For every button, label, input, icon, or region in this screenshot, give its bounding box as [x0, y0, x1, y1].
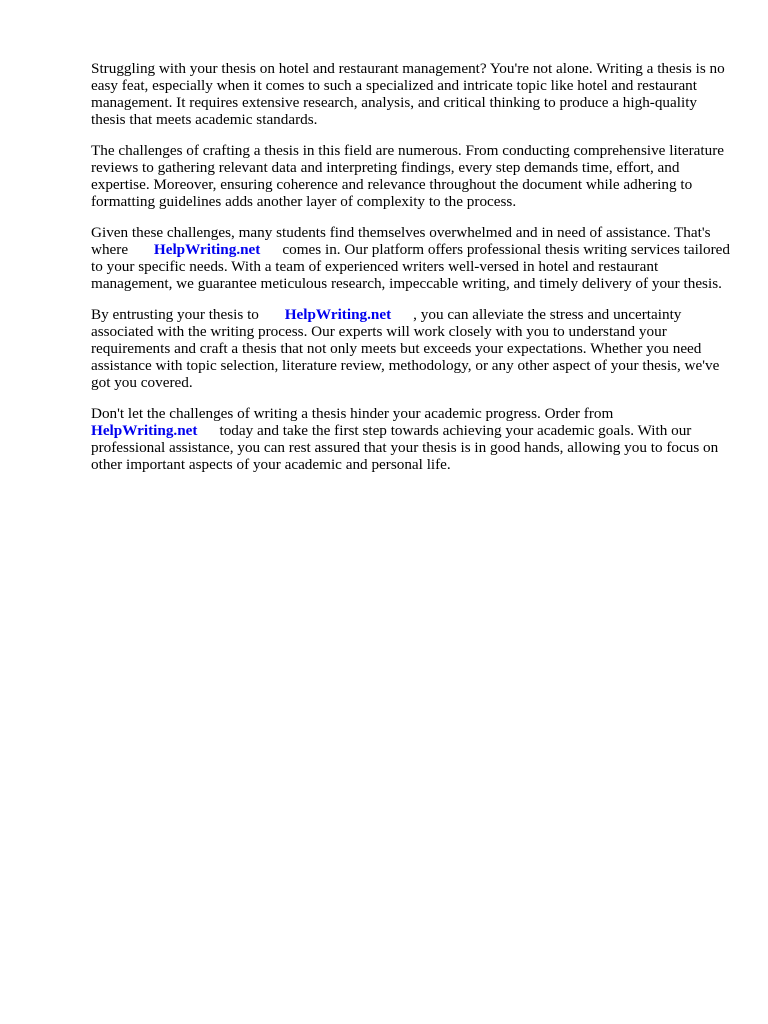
document-body	[91, 60, 731, 487]
paragraph-text: Don't let the challenges of writing a thesis hinder your academic progress. Order from	[91, 405, 614, 422]
paragraph-text: comes in. Our platform offers professional thesis writing services tailored to your specific needs. With a team of experienced writers well-versed in hotel and restaurant management, we guarantee meticulous research, impeccable writing, and timely delivery of your thesis.	[91, 241, 731, 292]
paragraph-intro: Struggling with your thesis on hotel and restaurant management? You're not alone. Writing a thesis is no easy feat, especially when it comes to such a specialized and intricate topic like hotel and restaurant management. It requires extensive research, analysis, and critical thinking to produce a high-quality thesis that meets academic standards.	[91, 60, 725, 128]
paragraph-entrusting	[91, 306, 731, 391]
paragraph-assistance	[91, 224, 731, 292]
helpwriting-link[interactable]: HelpWriting.net	[91, 422, 198, 439]
paragraph-text: By entrusting your thesis to	[91, 306, 259, 323]
paragraph-challenges: The challenges of crafting a thesis in this field are numerous. From conducting comprehensive literature reviews to gathering relevant data and interpreting findings, every step demands time, effort, and expertise. Moreover, ensuring coherence and relevance throughout the document while adhering to formatting guidelines adds another layer of complexity to the process.	[91, 142, 725, 210]
paragraph-text: Given these challenges, many students find themselves overwhelmed and in need of assistance. That's where	[91, 224, 711, 258]
paragraph-text: today and take the first step towards achieving your academic goals. With our professional assistance, you can rest assured that your thesis is in good hands, allowing you to focus on other important aspects of your academic and personal life.	[91, 422, 719, 473]
helpwriting-link[interactable]: HelpWriting.net	[153, 241, 261, 258]
paragraph-order	[91, 405, 731, 473]
paragraph-text: , you can alleviate the stress and uncertainty associated with the writing process. Our experts will work closely with you to understand your requirements and craft a thesis that not only meets but exceeds your expectations. Whether you need assistance with topic selection, literature review, methodology, or any other aspect of your thesis, we've got you covered.	[91, 306, 720, 391]
helpwriting-link[interactable]: HelpWriting.net	[284, 306, 392, 323]
